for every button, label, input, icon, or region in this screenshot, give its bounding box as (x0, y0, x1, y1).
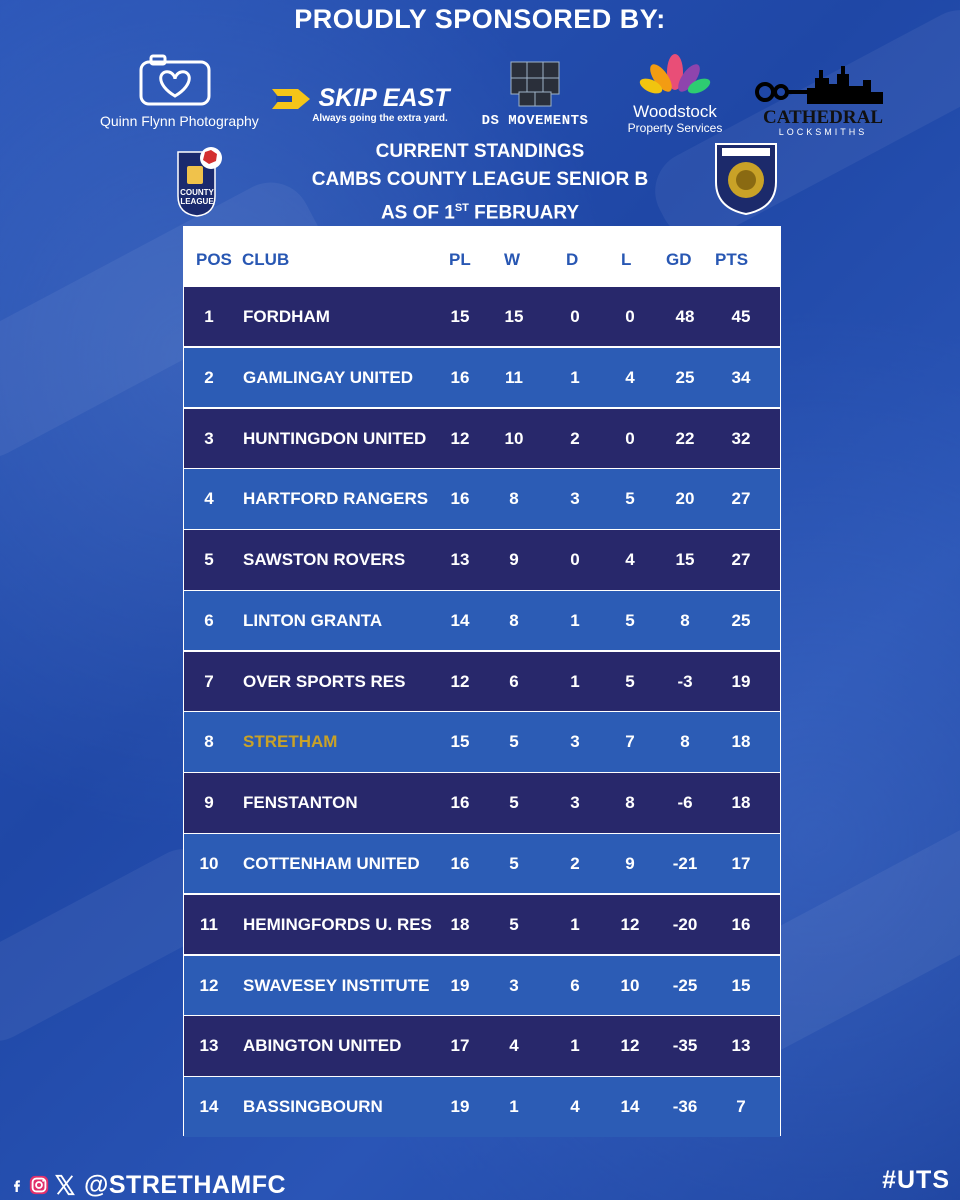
cell-pl: 13 (450, 550, 470, 570)
table-row (184, 530, 780, 589)
cell-pts: 27 (731, 550, 751, 570)
cell-club: GAMLINGAY UNITED (243, 367, 414, 387)
cubes-icon (505, 56, 565, 108)
cell-l: 12 (620, 914, 640, 934)
cell-club: FENSTANTON (243, 793, 358, 813)
table-row (184, 712, 780, 771)
cell-pos: 1 (204, 307, 214, 326)
cell-club: LINTON GRANTA (243, 610, 383, 630)
table-row (184, 1016, 780, 1075)
standings-title (0, 138, 960, 227)
cell-l: 14 (620, 1097, 640, 1117)
x-icon[interactable] (54, 1174, 76, 1196)
cell-club: OVER SPORTS RES (243, 671, 406, 691)
cell-w: 10 (504, 428, 524, 448)
cell-d: 3 (570, 793, 580, 813)
cell-pos: 3 (204, 428, 214, 448)
cell-gd: 8 (680, 732, 690, 752)
sponsor-title: PROUDLY SPONSORED BY: (294, 4, 666, 34)
cell-pl: 15 (450, 307, 470, 326)
league-table (183, 226, 781, 1136)
cell-pts: 45 (731, 307, 751, 326)
cell-club: BASSINGBOURN (243, 1097, 383, 1117)
sponsor-name: SKIP EAST (318, 84, 450, 112)
cell-pos: 9 (204, 793, 214, 813)
cell-l: 5 (625, 610, 635, 630)
table-body (184, 287, 780, 1138)
facebook-icon[interactable] (10, 1174, 24, 1196)
cell-pts: 32 (731, 428, 751, 448)
cell-d: 1 (570, 914, 580, 934)
cell-w: 5 (509, 914, 519, 934)
cell-pts: 25 (731, 610, 751, 630)
cell-club: HEMINGFORDS U. RES (243, 914, 432, 934)
cell-gd: 22 (675, 428, 695, 448)
cell-d: 2 (570, 428, 580, 448)
cell-d: 3 (570, 732, 580, 752)
cell-pl: 16 (450, 489, 470, 509)
cell-d: 6 (570, 975, 580, 995)
sponsor-tagline: Property Services (627, 121, 723, 135)
cell-club: HARTFORD RANGERS (243, 489, 429, 509)
table-row (184, 1077, 780, 1136)
table-row (184, 834, 780, 893)
cell-pl: 14 (450, 610, 470, 630)
cell-d: 1 (570, 367, 580, 387)
cell-pl: 16 (450, 793, 470, 813)
cell-gd: 48 (675, 307, 695, 326)
standings-line-1: CURRENT STANDINGS (375, 141, 585, 162)
table-row (184, 956, 780, 1015)
cell-gd: -21 (672, 854, 698, 874)
cell-w: 15 (504, 307, 524, 326)
cell-pts: 15 (731, 975, 751, 995)
cell-gd: -3 (677, 671, 693, 691)
cell-club: STRETHAM (243, 732, 338, 752)
cell-l: 5 (625, 489, 635, 509)
cell-w: 8 (509, 489, 519, 509)
cell-pts: 34 (731, 367, 751, 387)
camera-heart-icon (135, 52, 215, 108)
cell-pl: 15 (450, 732, 470, 752)
cell-pos: 14 (199, 1097, 219, 1117)
cell-pts: 18 (731, 732, 751, 752)
cell-pts: 16 (731, 914, 751, 934)
header-pts: PTS (715, 250, 749, 269)
cell-l: 0 (625, 307, 635, 326)
cell-d: 3 (570, 489, 580, 509)
table-row (184, 773, 780, 832)
cell-l: 9 (625, 854, 635, 874)
skip-arrow-icon (270, 86, 312, 112)
cell-gd: 15 (675, 550, 695, 570)
cell-d: 1 (570, 1036, 580, 1056)
cell-gd: -20 (672, 914, 698, 934)
cell-w: 5 (509, 854, 519, 874)
cell-w: 9 (509, 550, 519, 570)
cell-pos: 11 (200, 914, 218, 934)
cell-pts: 27 (731, 489, 751, 509)
cell-w: 8 (509, 610, 519, 630)
cell-club: SWAVESEY INSTITUTE (243, 975, 430, 995)
cell-d: 0 (570, 307, 580, 326)
cell-gd: -6 (677, 793, 693, 813)
sponsor-logo-woodstock (615, 52, 735, 135)
sponsor-name: Quinn Flynn Photography (100, 113, 259, 129)
sponsor-name: Woodstock (633, 102, 717, 121)
cell-club: HUNTINGDON UNITED (243, 428, 427, 448)
sponsor-name: DS MOVEMENTS (481, 113, 589, 129)
cell-pts: 18 (731, 793, 751, 813)
footer-social (10, 1170, 286, 1200)
cell-d: 1 (570, 671, 580, 691)
header-d: D (566, 250, 579, 269)
cell-pl: 17 (450, 1036, 470, 1056)
table-row (184, 409, 780, 468)
cell-pts: 7 (736, 1097, 746, 1117)
table-header (183, 226, 781, 286)
cell-club: COTTENHAM UNITED (243, 854, 420, 874)
cell-pos: 7 (204, 671, 214, 691)
cell-pos: 10 (199, 854, 219, 874)
table-row (184, 652, 780, 711)
table-row (184, 348, 780, 407)
sponsor-tagline: Always going the extra yard. (312, 113, 448, 124)
cell-d: 0 (570, 550, 580, 570)
cell-gd: -36 (672, 1097, 698, 1117)
cell-pts: 19 (731, 671, 751, 691)
sponsor-logo-cathedral (748, 64, 898, 137)
sponsor-logo-quinn-flynn (100, 52, 259, 129)
cell-club: FORDHAM (243, 307, 330, 326)
standings-line-3: AS OF 1ST FEBRUARY (380, 202, 580, 224)
cell-gd: 8 (680, 610, 690, 630)
cell-l: 0 (625, 428, 635, 448)
cell-w: 3 (509, 975, 519, 995)
cell-pl: 12 (450, 428, 470, 448)
cell-l: 12 (620, 1036, 640, 1056)
cell-pos: 13 (199, 1036, 219, 1056)
cell-w: 1 (509, 1097, 519, 1117)
cell-pl: 19 (450, 1097, 470, 1117)
cell-pl: 18 (450, 914, 470, 934)
cell-club: SAWSTON ROVERS (243, 550, 406, 570)
cell-w: 11 (505, 367, 523, 387)
cell-w: 6 (509, 671, 519, 691)
cell-d: 2 (570, 854, 580, 874)
header-gd: GD (666, 250, 692, 269)
header-club: CLUB (242, 250, 290, 269)
cell-w: 5 (509, 732, 519, 752)
cell-l: 8 (625, 793, 635, 813)
sponsor-name: CATHEDRAL (763, 107, 883, 128)
table-row (184, 591, 780, 650)
cell-pos: 12 (199, 975, 219, 995)
header-pl: PL (449, 250, 471, 269)
cell-club: ABINGTON UNITED (243, 1036, 402, 1056)
table-row (184, 469, 780, 528)
sponsor-tagline: LOCKSMITHS (778, 127, 868, 137)
cell-pts: 13 (731, 1036, 751, 1056)
instagram-icon[interactable] (28, 1174, 50, 1196)
cell-pos: 6 (204, 610, 214, 630)
cell-gd: 25 (675, 367, 695, 387)
cell-pl: 16 (450, 854, 470, 874)
cell-w: 4 (509, 1036, 519, 1056)
standings-line-2: CAMBS COUNTY LEAGUE SENIOR B (311, 169, 649, 190)
cell-pl: 16 (450, 367, 470, 387)
cell-l: 5 (625, 671, 635, 691)
key-skyline-icon (753, 64, 893, 104)
cell-pos: 4 (204, 489, 214, 509)
header-pos: POS (196, 250, 232, 269)
sponsor-logo-ds-movements (470, 56, 600, 129)
cell-gd: 20 (675, 489, 695, 509)
hashtag: #UTS (882, 1166, 950, 1194)
cell-pts: 17 (731, 854, 751, 874)
cell-l: 10 (620, 975, 640, 995)
cell-w: 5 (509, 793, 519, 813)
badge-text: COUNTY LEAGUE (180, 188, 214, 206)
cell-gd: -35 (672, 1036, 698, 1056)
cell-pl: 12 (450, 671, 470, 691)
cell-pos: 8 (204, 732, 214, 752)
cell-gd: -25 (672, 975, 698, 995)
cell-pos: 5 (204, 550, 214, 570)
lotus-icon (639, 52, 711, 98)
cell-d: 4 (570, 1097, 580, 1117)
table-row (184, 895, 780, 954)
cell-l: 7 (625, 732, 635, 752)
cell-pl: 19 (450, 975, 470, 995)
header-w: W (504, 250, 521, 269)
cell-l: 4 (625, 550, 635, 570)
table-row (184, 287, 780, 346)
social-handle[interactable]: @STRETHAMFC (84, 1170, 287, 1199)
cell-d: 1 (570, 610, 580, 630)
sponsor-logo-skip-east (265, 84, 455, 124)
cell-l: 4 (625, 367, 635, 387)
header-l: L (621, 250, 632, 269)
cell-pos: 2 (204, 367, 214, 387)
